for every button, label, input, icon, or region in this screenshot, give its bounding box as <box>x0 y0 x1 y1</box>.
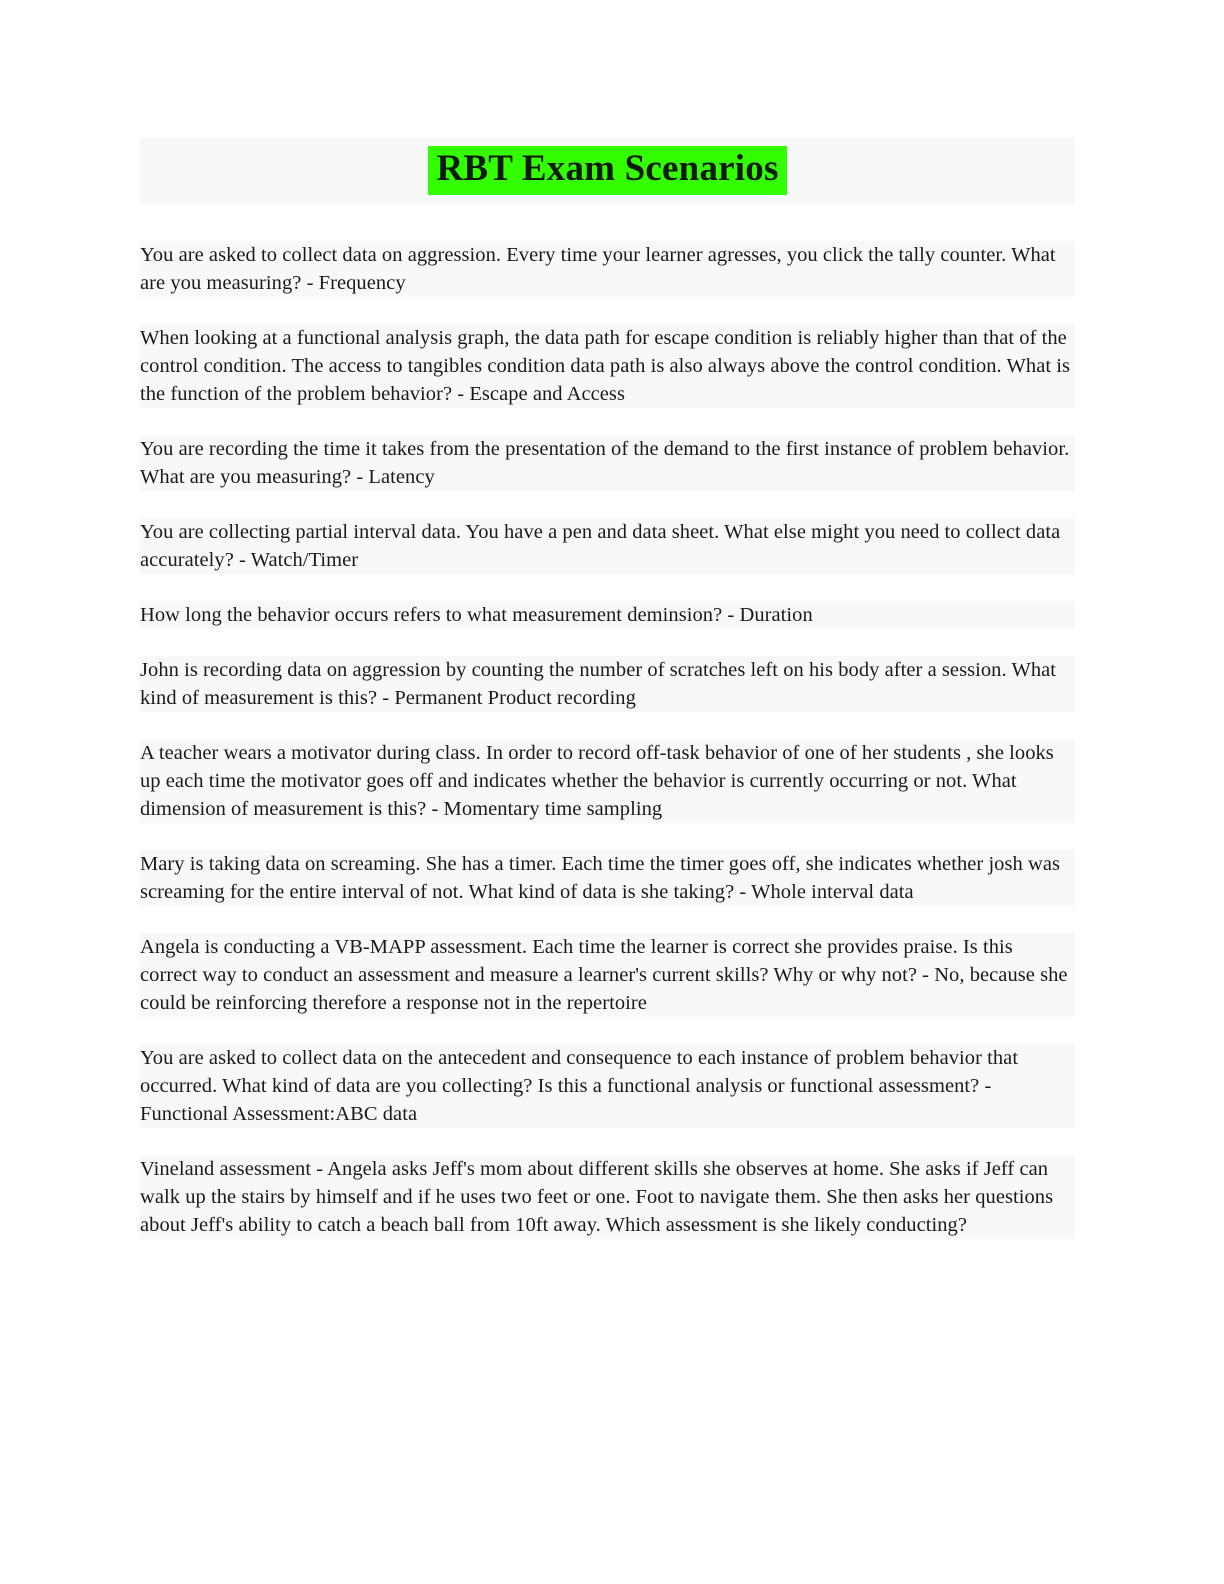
paragraph-4: You are collecting partial interval data. You have a pen and data sheet. What else might you need to collect data accurately? - Watch/Timer <box>140 518 1075 574</box>
paragraph-2: When looking at a functional analysis graph, the data path for escape condition is reliably higher than that of the control condition. The access to tangibles condition data path is also always above the control condition. What is the function of the problem behavior? - Escape and Access <box>140 324 1075 408</box>
paragraph-1: You are asked to collect data on aggression. Every time your learner agresses, you click the tally counter. What are you measuring? - Frequency <box>140 241 1075 297</box>
paragraph-6: John is recording data on aggression by counting the number of scratches left on his body after a session. What kind of measurement is this? - Permanent Product recording <box>140 656 1075 712</box>
page-title: RBT Exam Scenarios <box>428 146 786 195</box>
paragraph-8: Mary is taking data on screaming. She has a timer. Each time the timer goes off, she indicates whether josh was screaming for the entire interval of not. What kind of data is she taking? - Whole interval data <box>140 850 1075 906</box>
document-title-band <box>140 138 1075 205</box>
paragraph-10: You are asked to collect data on the antecedent and consequence to each instance of problem behavior that occurred. What kind of data are you collecting? Is this a functional analysis or functional assessment? - Functional Assessment:ABC data <box>140 1044 1075 1128</box>
paragraph-3: You are recording the time it takes from the presentation of the demand to the first instance of problem behavior. What are you measuring? - Latency <box>140 435 1075 491</box>
paragraph-9: Angela is conducting a VB-MAPP assessment. Each time the learner is correct she provides praise. Is this correct way to conduct an assessment and measure a learner's current skills? Why or why not? - No, because she could be reinforcing therefore a response not in the repertoire <box>140 933 1075 1017</box>
paragraph-7: A teacher wears a motivator during class. In order to record off-task behavior of one of her students , she looks up each time the motivator goes off and indicates whether the behavior is currently occurring or not. What dimension of measurement is this? - Momentary time sampling <box>140 739 1075 823</box>
paragraph-5: How long the behavior occurs refers to what measurement deminsion? - Duration <box>140 601 1075 629</box>
paragraph-11: Vineland assessment - Angela asks Jeff's mom about different skills she observes at home. She asks if Jeff can walk up the stairs by himself and if he uses two feet or one. Foot to navigate them. She then asks her questions about Jeff's ability to catch a beach ball from 10ft away. Which assessment is she likely conducting? <box>140 1155 1075 1239</box>
document-body <box>140 138 1075 1239</box>
